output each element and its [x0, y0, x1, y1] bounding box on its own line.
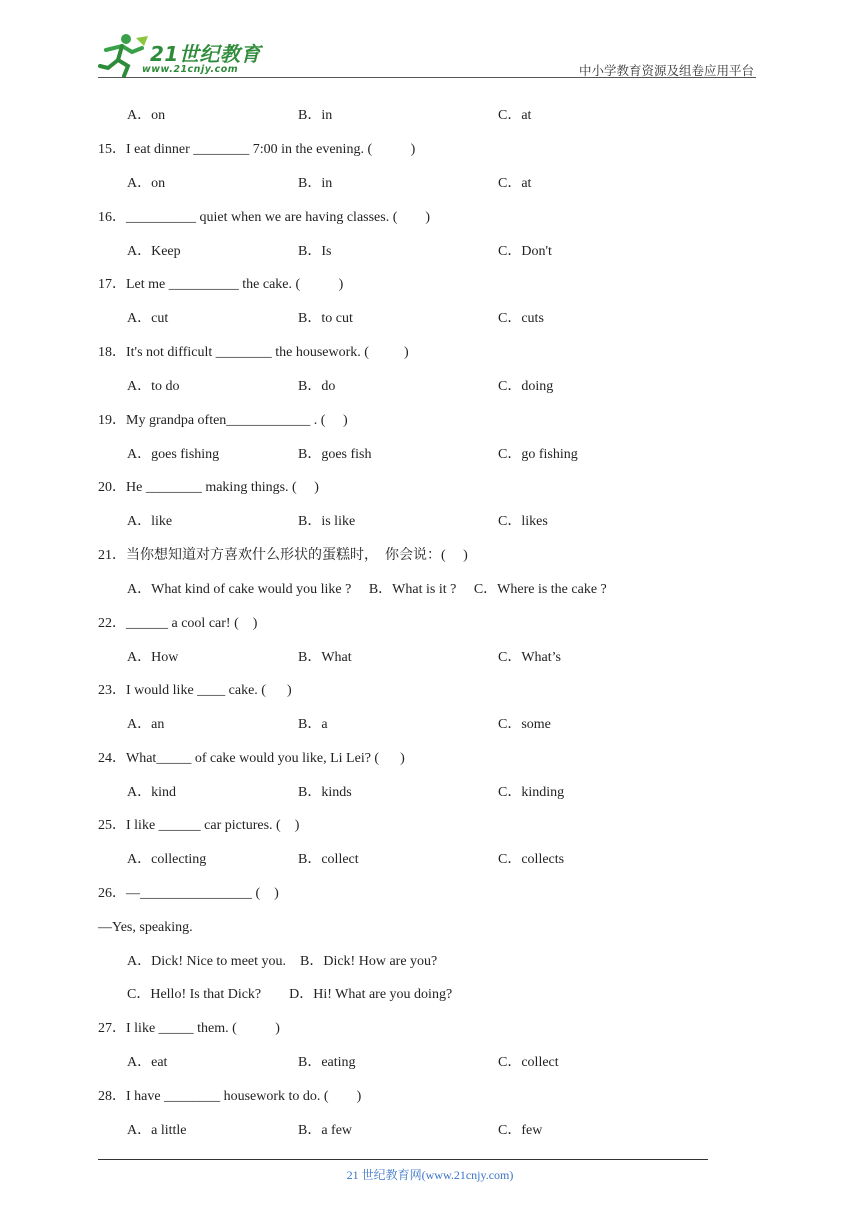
- question-stem: 26．—________________ ( ): [98, 886, 279, 901]
- footer-divider: [98, 1159, 708, 1160]
- header-divider: [98, 77, 756, 78]
- question-stem: 19．My grandpa often____________ . ( ): [98, 413, 348, 428]
- logo-text: 21世纪教育: [150, 42, 261, 66]
- option-c: C．some: [498, 717, 551, 732]
- option-b: B．a few: [298, 1123, 353, 1138]
- option-a: A．to do: [127, 379, 180, 394]
- question-stem: 21．当你想知道对方喜欢什么形状的蛋糕时， 你会说：( ): [98, 548, 468, 563]
- question-stem: 22．______ a cool car! ( ): [98, 616, 258, 631]
- question-stem: 25．I like ______ car pictures. ( ): [98, 818, 300, 833]
- question-stem: 16．__________ quiet when we are having classes. ( ): [98, 210, 431, 225]
- option-b: B．What: [298, 650, 352, 665]
- option-b: B．collect: [298, 852, 359, 867]
- option-c: C．few: [498, 1123, 543, 1138]
- option-a: A．goes fishing: [127, 447, 220, 462]
- question-stem: 23．I would like ____ cake. ( ): [98, 683, 292, 698]
- option-c: C．go fishing: [498, 447, 578, 462]
- options-line: A．Dick! Nice to meet you. B．Dick! How are you?: [127, 954, 438, 969]
- option-a: A．How: [127, 650, 179, 665]
- option-b: B．goes fish: [298, 447, 372, 462]
- option-b: B．to cut: [298, 311, 353, 326]
- options-line: A．What kind of cake would you like ? B．What is it ? C．Where is the cake ?: [127, 582, 607, 597]
- option-a: A．cut: [127, 311, 169, 326]
- option-c: C．collects: [498, 852, 565, 867]
- options-line: C．Hello! Is that Dick? D．Hi! What are you doing?: [127, 987, 453, 1002]
- option-c: C．at: [498, 176, 532, 191]
- question-stem: 24．What_____ of cake would you like, Li Lei? ( ): [98, 751, 405, 766]
- option-a: A．kind: [127, 785, 176, 800]
- option-c: C．collect: [498, 1055, 559, 1070]
- option-c: C．cuts: [498, 311, 544, 326]
- footer-text[interactable]: 21 世纪教育网(www.21cnjy.com): [346, 1168, 514, 1182]
- option-c: C．What’s: [498, 650, 561, 665]
- logo: [98, 32, 268, 78]
- option-b: B．in: [298, 176, 333, 191]
- option-b: B．eating: [298, 1055, 356, 1070]
- option-a: A．like: [127, 514, 173, 529]
- option-c: C．kinding: [498, 785, 565, 800]
- question-stem: 20．He ________ making things. ( ): [98, 480, 319, 495]
- option-a: A．an: [127, 717, 165, 732]
- question-stem: 27．I like _____ them. ( ): [98, 1021, 280, 1036]
- q14-option-a: A．on: [127, 108, 166, 123]
- option-a: A．Keep: [127, 244, 181, 259]
- page-header: [98, 30, 756, 78]
- option-c: C．likes: [498, 514, 548, 529]
- question-stem: 17．Let me __________ the cake. ( ): [98, 277, 344, 292]
- option-a: A．on: [127, 176, 166, 191]
- question-stem: 18．It's not difficult ________ the housework. ( ): [98, 345, 409, 360]
- option-b: B．Is: [298, 244, 332, 259]
- option-b: B．a: [298, 717, 328, 732]
- q14-option-c: C．at: [498, 108, 532, 123]
- question-stem: 15．I eat dinner ________ 7:00 in the evening. ( ): [98, 142, 416, 157]
- logo-url: www.21cnjy.com: [142, 64, 239, 75]
- option-b: B．do: [298, 379, 336, 394]
- option-a: A．collecting: [127, 852, 207, 867]
- option-b: B．is like: [298, 514, 356, 529]
- option-c: C．Don't: [498, 244, 552, 259]
- q14-option-b: B．in: [298, 108, 333, 123]
- platform-title: 中小学教育资源及组卷应用平台: [578, 63, 754, 78]
- question-stem: 28．I have ________ housework to do. ( ): [98, 1089, 362, 1104]
- dialogue-reply: —Yes, speaking.: [98, 920, 193, 935]
- option-a: A．eat: [127, 1055, 168, 1070]
- option-a: A．a little: [127, 1123, 187, 1138]
- option-c: C．doing: [498, 379, 554, 394]
- option-b: B．kinds: [298, 785, 352, 800]
